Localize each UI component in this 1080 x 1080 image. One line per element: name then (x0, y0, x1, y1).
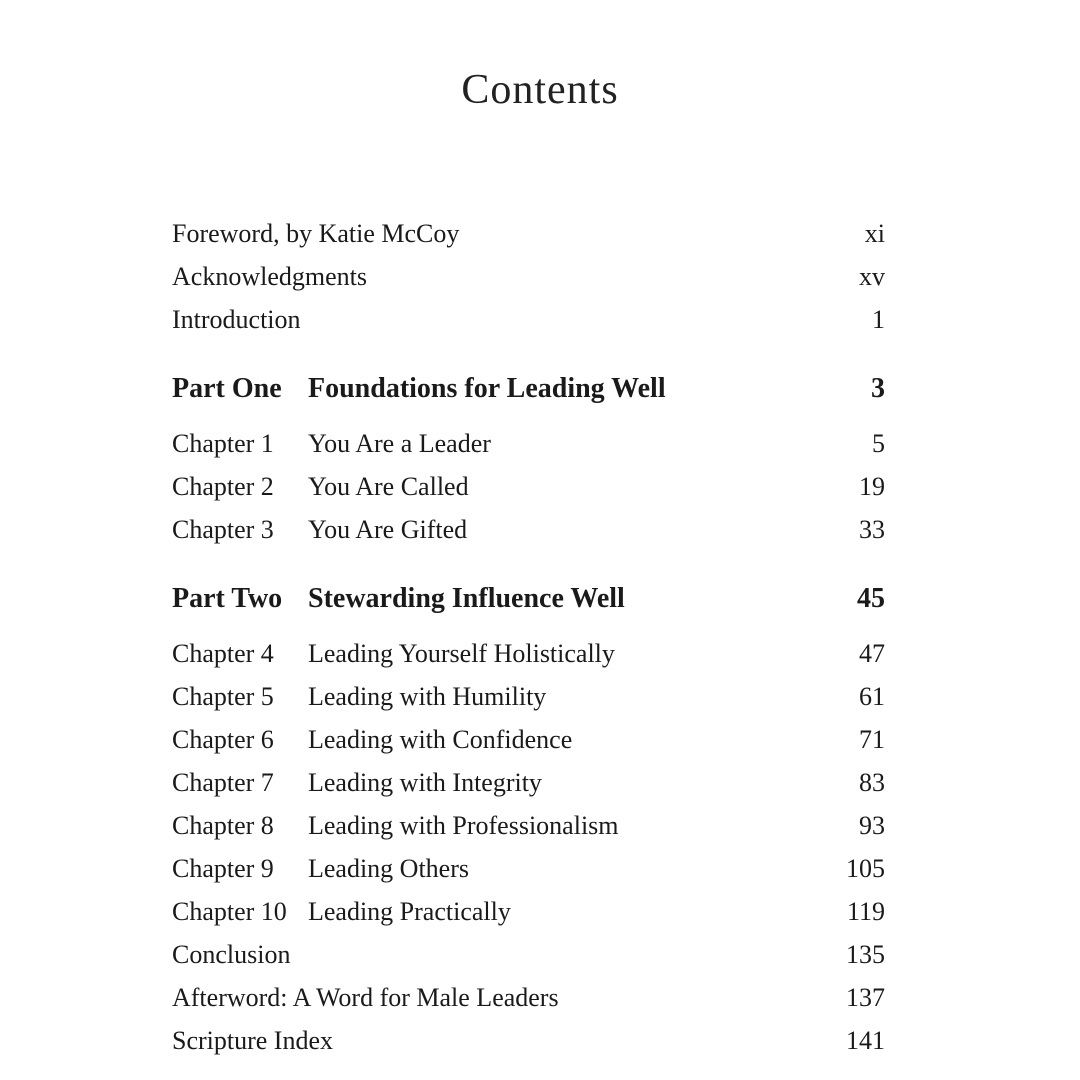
chapter-title: You Are Gifted (308, 515, 468, 544)
toc-chapter-6[interactable] (172, 718, 885, 761)
toc-entry-conclusion[interactable] (172, 933, 885, 976)
chapter-label: Chapter 8 (172, 811, 274, 840)
toc-chapter-2[interactable] (172, 465, 885, 508)
chapter-label: Chapter 7 (172, 768, 274, 797)
part-label: Part One (172, 373, 282, 404)
chapter-title: Leading Practically (308, 897, 511, 926)
entry-page-number: 135 (846, 940, 885, 969)
toc-entry-acknowledgments[interactable] (172, 255, 885, 298)
chapter-label: Chapter 5 (172, 682, 274, 711)
chapter-page-number: 47 (859, 639, 885, 668)
chapter-page-number: 83 (859, 768, 885, 797)
chapter-label: Chapter 10 (172, 897, 287, 926)
part-label: Part Two (172, 583, 283, 614)
toc-entry-foreword[interactable] (172, 212, 885, 255)
toc-entry-scripture-index[interactable] (172, 1019, 885, 1062)
chapter-page-number: 105 (846, 854, 885, 883)
chapter-title: Leading Others (308, 854, 470, 883)
chapter-title: Leading with Integrity (308, 768, 542, 797)
chapter-page-number: 5 (872, 429, 885, 458)
toc-part-one[interactable] (172, 361, 885, 417)
chapter-label: Chapter 4 (172, 639, 274, 668)
toc-chapter-8[interactable] (172, 804, 885, 847)
entry-page-number: 141 (846, 1026, 885, 1055)
page-title: Contents (461, 67, 619, 114)
entry-title: Afterword: A Word for Male Leaders (172, 983, 559, 1012)
chapter-label: Chapter 1 (172, 429, 274, 458)
toc-chapter-4[interactable] (172, 632, 885, 675)
toc-chapter-5[interactable] (172, 675, 885, 718)
chapter-title: Leading with Professionalism (308, 811, 619, 840)
entry-page-number: 1 (872, 305, 885, 334)
toc-entry-afterword[interactable] (172, 976, 885, 1019)
entry-title: Conclusion (172, 940, 291, 969)
chapter-title: Leading with Humility (308, 682, 547, 711)
chapter-title: You Are Called (308, 472, 469, 501)
chapter-page-number: 119 (846, 897, 885, 926)
entry-title: Scripture Index (172, 1026, 334, 1055)
chapter-label: Chapter 3 (172, 515, 274, 544)
chapter-page-number: 19 (859, 472, 885, 501)
entry-title: Acknowledgments (172, 262, 367, 291)
entry-page-number: xi (864, 219, 885, 248)
toc-chapter-7[interactable] (172, 761, 885, 804)
chapter-title: Leading with Confidence (308, 725, 573, 754)
toc-chapter-10[interactable] (172, 890, 885, 933)
chapter-label: Chapter 9 (172, 854, 274, 883)
chapter-label: Chapter 2 (172, 472, 274, 501)
part-title: Foundations for Leading Well (308, 373, 666, 404)
entry-title: Foreword, by Katie McCoy (172, 219, 460, 248)
toc-chapter-3[interactable] (172, 508, 885, 551)
toc-chapter-1[interactable] (172, 422, 885, 465)
part-title: Stewarding Influence Well (308, 583, 625, 614)
chapter-page-number: 61 (859, 682, 885, 711)
chapter-page-number: 33 (859, 515, 885, 544)
toc-part-two[interactable] (172, 571, 885, 627)
toc-entry-introduction[interactable] (172, 298, 885, 341)
chapter-title: You Are a Leader (308, 429, 491, 458)
part-page-number: 3 (871, 373, 885, 404)
chapter-page-number: 71 (859, 725, 885, 754)
toc-chapter-9[interactable] (172, 847, 885, 890)
entry-page-number: xv (859, 262, 885, 291)
chapter-page-number: 93 (859, 811, 885, 840)
chapter-title: Leading Yourself Holistically (308, 639, 615, 668)
part-page-number: 45 (857, 583, 885, 614)
table-of-contents (172, 212, 885, 1062)
entry-title: Introduction (172, 305, 301, 334)
chapter-label: Chapter 6 (172, 725, 274, 754)
entry-page-number: 137 (846, 983, 885, 1012)
